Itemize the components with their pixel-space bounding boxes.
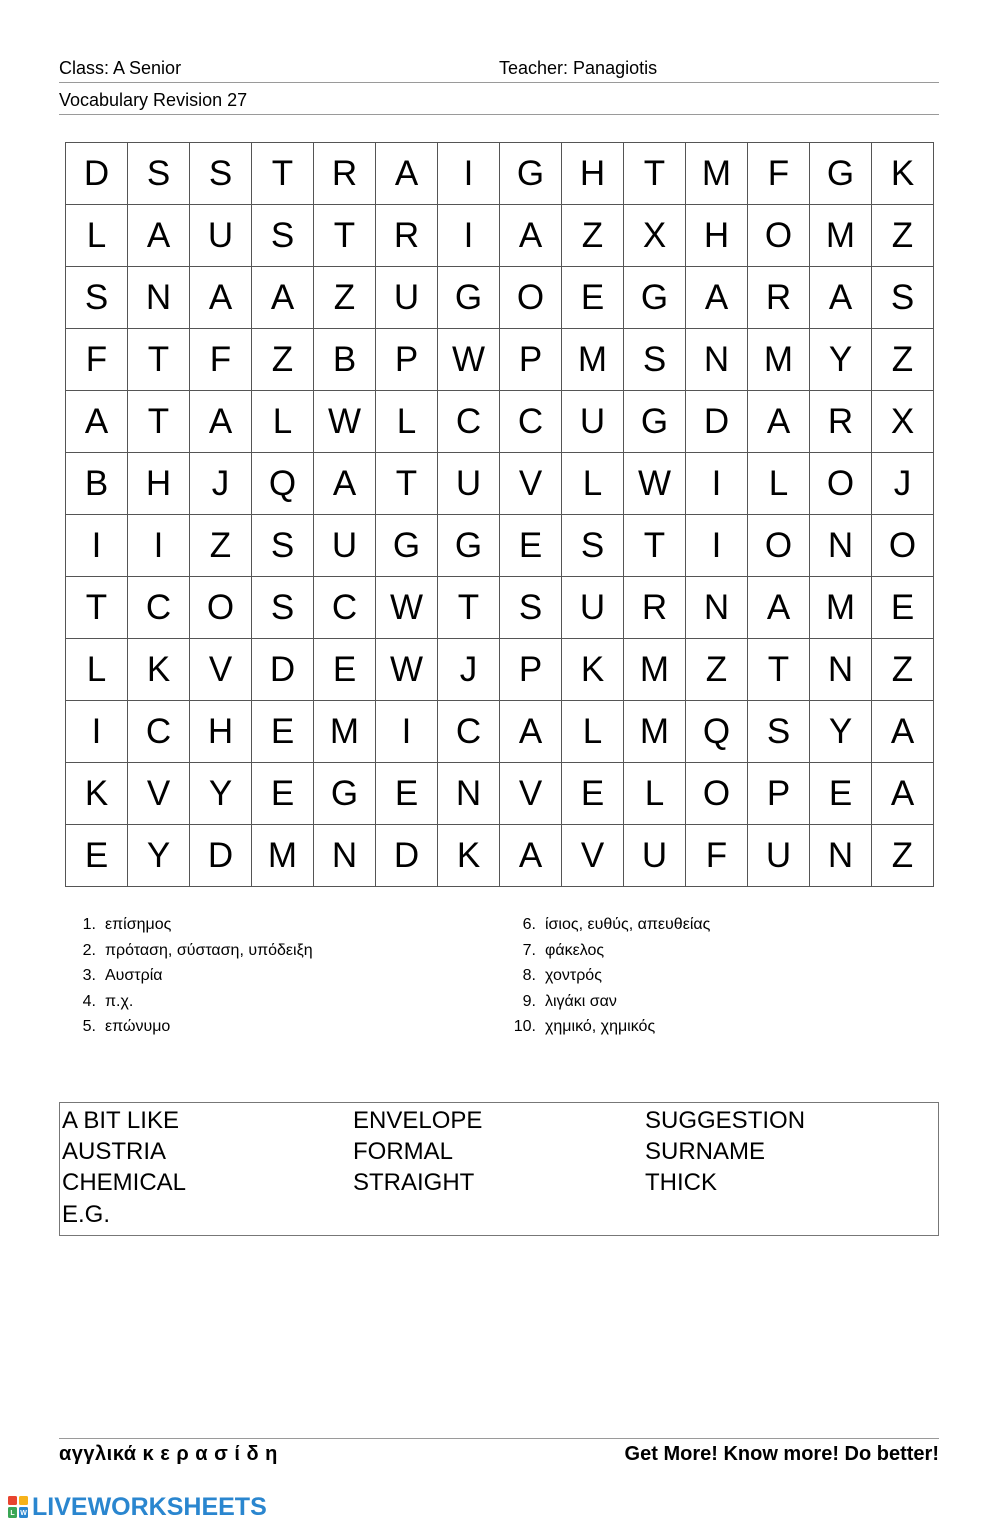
clue-number: 5. bbox=[82, 1018, 96, 1036]
clue-item bbox=[500, 1014, 710, 1040]
word-bank bbox=[59, 1102, 939, 1236]
grid-cell[interactable]: Y bbox=[810, 329, 872, 391]
clue-text: χοντρός bbox=[545, 967, 602, 985]
grid-cell[interactable]: W bbox=[314, 391, 376, 453]
grid-cell[interactable]: C bbox=[438, 391, 500, 453]
grid-cell[interactable]: N bbox=[810, 825, 872, 887]
worksheet-title: Vocabulary Revision 27 bbox=[59, 90, 248, 110]
grid-cell[interactable]: W bbox=[376, 577, 438, 639]
word-bank-item: FORMAL bbox=[353, 1138, 454, 1165]
grid-cell[interactable]: A bbox=[190, 267, 252, 329]
grid-row bbox=[66, 205, 934, 267]
grid-cell[interactable]: A bbox=[748, 391, 810, 453]
grid-row bbox=[66, 515, 934, 577]
clue-text: π.χ. bbox=[105, 992, 134, 1010]
word-bank-item: E.G. bbox=[62, 1201, 111, 1228]
grid-cell[interactable]: S bbox=[562, 515, 624, 577]
grid-cell[interactable]: Z bbox=[872, 639, 934, 701]
grid-cell[interactable]: E bbox=[872, 577, 934, 639]
grid-cell[interactable]: A bbox=[686, 267, 748, 329]
grid-cell[interactable]: D bbox=[376, 825, 438, 887]
grid-cell[interactable]: G bbox=[810, 143, 872, 205]
grid-cell[interactable]: R bbox=[810, 391, 872, 453]
grid-cell[interactable]: V bbox=[190, 639, 252, 701]
grid-cell[interactable]: L bbox=[624, 763, 686, 825]
grid-cell[interactable]: F bbox=[66, 329, 128, 391]
grid-cell[interactable]: V bbox=[562, 825, 624, 887]
grid-cell[interactable]: O bbox=[872, 515, 934, 577]
grid-cell[interactable]: N bbox=[686, 329, 748, 391]
grid-cell[interactable]: S bbox=[500, 577, 562, 639]
grid-cell[interactable]: D bbox=[686, 391, 748, 453]
teacher-label: Teacher: Panagiotis bbox=[499, 58, 658, 78]
clue-text: φάκελος bbox=[545, 941, 605, 959]
grid-cell[interactable]: J bbox=[190, 453, 252, 515]
word-bank-item: AUSTRIA bbox=[62, 1138, 167, 1165]
grid-cell[interactable]: V bbox=[500, 453, 562, 515]
grid-cell[interactable]: T bbox=[376, 453, 438, 515]
grid-cell[interactable]: E bbox=[562, 267, 624, 329]
grid-cell[interactable]: L bbox=[562, 701, 624, 763]
grid-cell[interactable]: E bbox=[810, 763, 872, 825]
grid-cell[interactable]: I bbox=[686, 453, 748, 515]
grid-cell[interactable]: M bbox=[314, 701, 376, 763]
grid-cell[interactable]: E bbox=[376, 763, 438, 825]
grid-cell[interactable]: K bbox=[66, 763, 128, 825]
grid-cell[interactable]: R bbox=[624, 577, 686, 639]
clue-item bbox=[500, 963, 710, 989]
grid-cell[interactable]: Z bbox=[252, 329, 314, 391]
grid-cell[interactable]: B bbox=[66, 453, 128, 515]
grid-cell[interactable]: Q bbox=[252, 453, 314, 515]
clue-list-right bbox=[500, 912, 710, 1040]
grid-cell[interactable]: A bbox=[500, 825, 562, 887]
grid-cell[interactable]: E bbox=[314, 639, 376, 701]
word-bank-item: THICK bbox=[645, 1169, 717, 1196]
grid-cell[interactable]: L bbox=[252, 391, 314, 453]
grid-cell[interactable]: N bbox=[314, 825, 376, 887]
grid-cell[interactable]: A bbox=[872, 763, 934, 825]
clue-text: χημικό, χημικός bbox=[545, 1018, 656, 1036]
clue-text: πρόταση, σύσταση, υπόδειξη bbox=[105, 941, 313, 959]
grid-cell[interactable]: S bbox=[190, 143, 252, 205]
grid-cell[interactable]: M bbox=[252, 825, 314, 887]
grid-cell[interactable]: L bbox=[376, 391, 438, 453]
grid-cell[interactable]: D bbox=[190, 825, 252, 887]
svg-text:L: L bbox=[10, 1510, 15, 1517]
grid-cell[interactable]: Y bbox=[190, 763, 252, 825]
clue-number: 8. bbox=[522, 967, 536, 985]
grid-cell[interactable]: S bbox=[624, 329, 686, 391]
grid-cell[interactable]: M bbox=[686, 143, 748, 205]
grid-cell[interactable]: L bbox=[66, 205, 128, 267]
grid-cell[interactable]: T bbox=[314, 205, 376, 267]
word-bank-item: SUGGESTION bbox=[645, 1107, 806, 1134]
clue-item bbox=[60, 1014, 313, 1040]
grid-cell[interactable]: F bbox=[686, 825, 748, 887]
grid-cell[interactable]: E bbox=[562, 763, 624, 825]
grid-cell[interactable]: C bbox=[128, 577, 190, 639]
grid-cell[interactable]: A bbox=[314, 453, 376, 515]
grid-cell[interactable]: D bbox=[66, 143, 128, 205]
grid-cell[interactable]: Z bbox=[872, 825, 934, 887]
grid-cell[interactable]: L bbox=[748, 453, 810, 515]
grid-cell[interactable]: H bbox=[562, 143, 624, 205]
grid-cell[interactable]: U bbox=[190, 205, 252, 267]
grid-cell[interactable]: R bbox=[376, 205, 438, 267]
grid-cell[interactable]: N bbox=[810, 515, 872, 577]
grid-cell[interactable]: C bbox=[438, 701, 500, 763]
grid-cell[interactable]: A bbox=[128, 205, 190, 267]
grid-cell[interactable]: N bbox=[438, 763, 500, 825]
grid-cell[interactable]: G bbox=[314, 763, 376, 825]
grid-cell[interactable]: W bbox=[624, 453, 686, 515]
grid-cell[interactable]: A bbox=[810, 267, 872, 329]
clue-item bbox=[60, 912, 313, 938]
grid-cell[interactable]: A bbox=[500, 205, 562, 267]
grid-cell[interactable]: P bbox=[500, 639, 562, 701]
grid-cell[interactable]: I bbox=[438, 205, 500, 267]
grid-cell[interactable]: T bbox=[624, 143, 686, 205]
grid-cell[interactable]: I bbox=[686, 515, 748, 577]
clue-number: 1. bbox=[82, 916, 96, 933]
grid-cell[interactable]: V bbox=[128, 763, 190, 825]
grid-cell[interactable]: G bbox=[624, 267, 686, 329]
grid-cell[interactable]: A bbox=[252, 267, 314, 329]
grid-cell[interactable]: B bbox=[314, 329, 376, 391]
grid-cell[interactable]: U bbox=[562, 577, 624, 639]
grid-cell[interactable]: K bbox=[562, 639, 624, 701]
grid-cell[interactable]: G bbox=[376, 515, 438, 577]
grid-cell[interactable]: U bbox=[314, 515, 376, 577]
grid-cell[interactable]: T bbox=[624, 515, 686, 577]
grid-cell[interactable]: L bbox=[562, 453, 624, 515]
grid-cell[interactable]: O bbox=[748, 205, 810, 267]
grid-cell[interactable]: G bbox=[438, 515, 500, 577]
class-label: Class: A Senior bbox=[59, 58, 182, 78]
grid-cell[interactable]: J bbox=[872, 453, 934, 515]
clue-item bbox=[500, 912, 710, 938]
grid-cell[interactable]: S bbox=[252, 577, 314, 639]
grid-cell[interactable]: W bbox=[376, 639, 438, 701]
grid-cell[interactable]: M bbox=[562, 329, 624, 391]
header-row-title bbox=[59, 90, 939, 115]
footer-slogan: Get More! Know more! Do better! bbox=[624, 1443, 939, 1465]
liveworksheets-logo[interactable] bbox=[8, 1493, 267, 1521]
grid-cell[interactable]: I bbox=[66, 701, 128, 763]
liveworksheets-logo-text: LIVEWORKSHEETS bbox=[32, 1492, 267, 1521]
clue-list-left bbox=[60, 912, 313, 1040]
grid-cell[interactable]: R bbox=[748, 267, 810, 329]
grid-cell[interactable]: Q bbox=[686, 701, 748, 763]
grid-cell[interactable]: T bbox=[748, 639, 810, 701]
grid-cell[interactable]: O bbox=[748, 515, 810, 577]
grid-cell[interactable]: X bbox=[624, 205, 686, 267]
clue-item bbox=[60, 963, 313, 989]
grid-cell[interactable]: I bbox=[128, 515, 190, 577]
grid-cell[interactable]: A bbox=[872, 701, 934, 763]
grid-cell[interactable]: C bbox=[500, 391, 562, 453]
grid-cell[interactable]: E bbox=[252, 763, 314, 825]
grid-cell[interactable]: H bbox=[686, 205, 748, 267]
grid-cell[interactable]: T bbox=[128, 329, 190, 391]
clue-text: Αυστρία bbox=[105, 967, 163, 985]
grid-cell[interactable]: S bbox=[252, 205, 314, 267]
grid-cell[interactable]: W bbox=[438, 329, 500, 391]
grid-cell[interactable]: Z bbox=[314, 267, 376, 329]
grid-cell[interactable]: Z bbox=[190, 515, 252, 577]
grid-cell[interactable]: G bbox=[500, 143, 562, 205]
grid-cell[interactable]: A bbox=[748, 577, 810, 639]
grid-cell[interactable]: K bbox=[872, 143, 934, 205]
footer-divider bbox=[59, 1438, 939, 1439]
grid-cell[interactable]: T bbox=[438, 577, 500, 639]
grid-cell[interactable]: S bbox=[66, 267, 128, 329]
clue-text: επώνυμο bbox=[105, 1018, 171, 1036]
grid-cell[interactable]: I bbox=[438, 143, 500, 205]
grid-cell[interactable]: K bbox=[128, 639, 190, 701]
grid-cell[interactable]: T bbox=[66, 577, 128, 639]
word-bank-item: STRAIGHT bbox=[353, 1169, 475, 1196]
grid-cell[interactable]: M bbox=[624, 701, 686, 763]
grid-cell[interactable]: P bbox=[748, 763, 810, 825]
grid-cell[interactable]: A bbox=[500, 701, 562, 763]
grid-cell[interactable]: U bbox=[562, 391, 624, 453]
grid-cell[interactable]: I bbox=[66, 515, 128, 577]
footer-author: αγγλικά κ ε ρ α σ ί δ η bbox=[59, 1443, 278, 1465]
grid-cell[interactable]: M bbox=[810, 577, 872, 639]
grid-cell[interactable]: F bbox=[190, 329, 252, 391]
grid-cell[interactable]: M bbox=[624, 639, 686, 701]
grid-cell[interactable]: S bbox=[252, 515, 314, 577]
grid-cell[interactable]: N bbox=[128, 267, 190, 329]
grid-cell[interactable]: L bbox=[66, 639, 128, 701]
grid-cell[interactable]: C bbox=[128, 701, 190, 763]
grid-cell[interactable]: O bbox=[500, 267, 562, 329]
word-bank-item: A BIT LIKE bbox=[62, 1107, 179, 1134]
grid-cell[interactable]: G bbox=[624, 391, 686, 453]
grid-row bbox=[66, 143, 934, 205]
grid-cell[interactable]: Z bbox=[562, 205, 624, 267]
grid-cell[interactable]: Z bbox=[686, 639, 748, 701]
clue-number: 4. bbox=[82, 992, 96, 1010]
grid-cell[interactable]: K bbox=[438, 825, 500, 887]
grid-row bbox=[66, 639, 934, 701]
grid-row bbox=[66, 267, 934, 329]
grid-cell[interactable]: G bbox=[438, 267, 500, 329]
clue-item bbox=[500, 938, 710, 964]
word-bank-item: SURNAME bbox=[645, 1138, 766, 1165]
grid-cell[interactable]: E bbox=[500, 515, 562, 577]
grid-cell[interactable]: E bbox=[66, 825, 128, 887]
clue-number: 9. bbox=[522, 992, 536, 1010]
word-search-grid[interactable] bbox=[65, 142, 934, 887]
grid-cell[interactable]: U bbox=[748, 825, 810, 887]
header-row-class-teacher bbox=[59, 58, 939, 83]
grid-cell[interactable]: A bbox=[376, 143, 438, 205]
grid-cell[interactable]: A bbox=[190, 391, 252, 453]
grid-row bbox=[66, 453, 934, 515]
grid-cell[interactable]: S bbox=[872, 267, 934, 329]
grid-cell[interactable]: O bbox=[190, 577, 252, 639]
clue-item bbox=[60, 989, 313, 1015]
grid-cell[interactable]: N bbox=[686, 577, 748, 639]
grid-cell[interactable]: A bbox=[66, 391, 128, 453]
grid-cell[interactable]: H bbox=[128, 453, 190, 515]
grid-row bbox=[66, 763, 934, 825]
grid-cell[interactable]: Y bbox=[128, 825, 190, 887]
grid-cell[interactable]: M bbox=[748, 329, 810, 391]
svg-text:W: W bbox=[20, 1510, 27, 1517]
clue-number: 7. bbox=[522, 941, 536, 959]
grid-cell[interactable]: P bbox=[500, 329, 562, 391]
grid-cell[interactable]: T bbox=[128, 391, 190, 453]
grid-row bbox=[66, 577, 934, 639]
grid-row bbox=[66, 825, 934, 887]
grid-row bbox=[66, 329, 934, 391]
grid-cell[interactable]: S bbox=[128, 143, 190, 205]
grid-cell[interactable]: U bbox=[624, 825, 686, 887]
clue-number: 3. bbox=[82, 967, 96, 985]
grid-row bbox=[66, 391, 934, 453]
grid-cell[interactable]: O bbox=[810, 453, 872, 515]
grid-cell[interactable]: O bbox=[686, 763, 748, 825]
grid-cell[interactable]: U bbox=[376, 267, 438, 329]
grid-cell[interactable]: U bbox=[438, 453, 500, 515]
grid-cell[interactable]: I bbox=[376, 701, 438, 763]
grid-cell[interactable]: N bbox=[810, 639, 872, 701]
grid-cell[interactable]: V bbox=[500, 763, 562, 825]
grid-cell[interactable]: C bbox=[314, 577, 376, 639]
grid-cell[interactable]: R bbox=[314, 143, 376, 205]
clue-item bbox=[60, 938, 313, 964]
grid-cell[interactable]: E bbox=[252, 701, 314, 763]
clue-number: 6. bbox=[522, 916, 536, 933]
clue-text: ίσιος, ευθύς, απευθείας bbox=[545, 916, 711, 933]
clue-number: 10. bbox=[513, 1018, 536, 1036]
grid-cell[interactable]: T bbox=[252, 143, 314, 205]
clue-text: επίσημος bbox=[105, 916, 172, 933]
clue-item bbox=[500, 989, 710, 1015]
grid-cell[interactable]: Y bbox=[810, 701, 872, 763]
grid-cell[interactable]: J bbox=[438, 639, 500, 701]
grid-cell[interactable]: M bbox=[810, 205, 872, 267]
word-bank-item: CHEMICAL bbox=[62, 1169, 187, 1196]
liveworksheets-logo-icon bbox=[8, 1496, 28, 1518]
grid-cell[interactable]: S bbox=[748, 701, 810, 763]
grid-cell[interactable]: D bbox=[252, 639, 314, 701]
grid-cell[interactable]: F bbox=[748, 143, 810, 205]
grid-cell[interactable]: H bbox=[190, 701, 252, 763]
clue-number: 2. bbox=[82, 941, 96, 959]
grid-cell[interactable]: Z bbox=[872, 329, 934, 391]
grid-cell[interactable]: X bbox=[872, 391, 934, 453]
grid-cell[interactable]: P bbox=[376, 329, 438, 391]
clue-text: λιγάκι σαν bbox=[545, 992, 617, 1010]
word-bank-item: ENVELOPE bbox=[353, 1107, 483, 1134]
grid-cell[interactable]: Z bbox=[872, 205, 934, 267]
grid-row bbox=[66, 701, 934, 763]
